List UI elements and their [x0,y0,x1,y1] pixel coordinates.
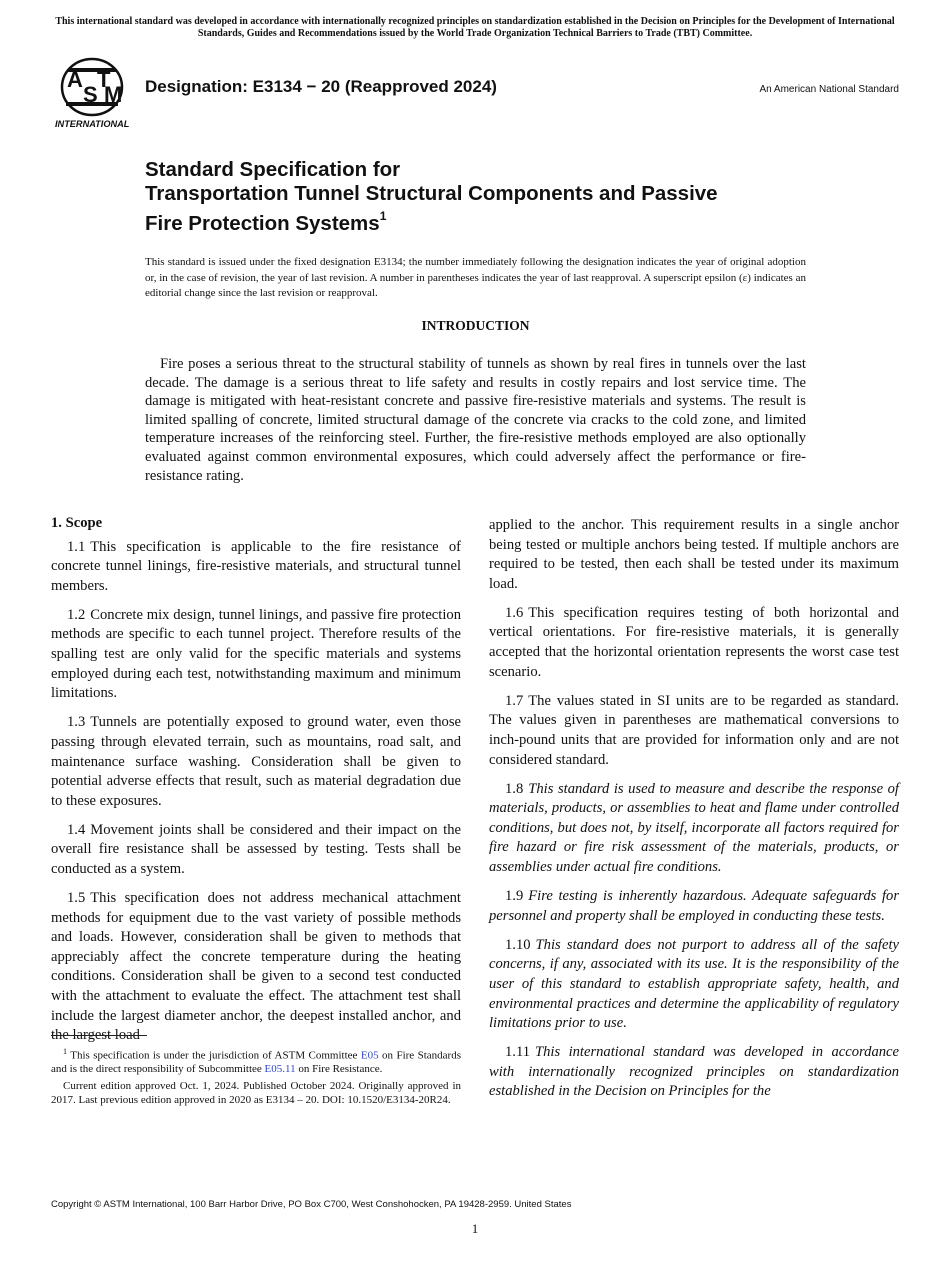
subcommittee-e05-11-link[interactable]: E05.11 [264,1063,296,1076]
footnote-text: on Fire Resistance. [298,1063,383,1076]
paragraph-number: 1.9 [505,888,524,905]
paragraph-number: 1.4 [67,821,86,838]
left-column [51,514,461,1055]
paragraph-number: 1.5 [67,890,86,907]
paragraph-1-11 [489,1043,899,1102]
copyright-notice: Copyright © ASTM International, 100 Barr Harbor Drive, PO Box C700, West Conshohocken, PA 19428-2959. United States [51,1199,572,1210]
committee-e05-link[interactable]: E05 [360,1049,379,1062]
paragraph-1-3 [51,713,461,811]
paragraph-text: Movement joints shall be considered and their impact on the overall fire resistance shall be assessed by testing. Tests shall be conducted as a system. [51,821,461,877]
paragraph-number: 1.7 [505,692,524,709]
paragraph-1-10 [489,936,899,1034]
paragraph-text: This specification is applicable to the fire resistance of concrete tunnel linings, fire-resistive materials, and structural tunnel members. [51,538,461,594]
logo-caption: INTERNATIONAL [55,119,130,129]
paragraph-text: Concrete mix design, tunnel linings, and passive fire protection methods are specific to each tunnel project. Therefore results of the spalling test are only valid for the specific materials and systems employed during each test, notwithstanding maximum and minimum limitations. [51,606,461,702]
svg-text:M: M [104,82,123,107]
paragraph-1-7 [489,692,899,770]
document-title [145,158,845,236]
title-footnote-ref[interactable]: 1 [379,209,387,223]
paragraph-number: 1.11 [505,1044,530,1061]
title-line-1: Standard Specification for [145,158,401,181]
paragraph-1-6 [489,604,899,682]
footnote-text: This specification is under the jurisdiction of ASTM Committee [70,1049,358,1062]
paragraph-text: This standard does not purport to address all of the safety concerns, if any, associated with its use. It is the responsibility of the user of this standard to establish appropriate safety, health, and environmental practices and determine the applicability of regulatory limitations prior to use. [489,936,899,1032]
paragraph-number: 1.1 [67,538,86,555]
footnote-divider [51,1035,147,1036]
designation: Designation: E3134 − 20 (Reapproved 2024) [145,77,497,96]
footnotes [51,1045,461,1111]
astm-logo-icon [54,56,134,130]
right-column [489,516,899,1112]
svg-text:T: T [97,67,111,92]
paragraph-1-4 [51,821,461,880]
page-number: 1 [471,1221,479,1236]
title-line-3-text: Fire Protection Systems [145,211,380,235]
issue-note: This standard is issued under the fixed designation E3134; the number immediately following the designation indicates the year of original adoption or, in the case of revision, the year of last revision. A number in parentheses indicates the year of last reapproval. A superscript epsilon (ε) indicates an editorial change since the last revision or reapproval. [145,256,806,299]
paragraph-1-5-continued: applied to the anchor. This requirement results in a single anchor being tested or multiple anchors being tested. If multiple anchors are required to be tested, then each shall be tested under its maximum load. [489,517,899,592]
title-line-3 [145,206,845,236]
paragraph-number: 1.3 [67,714,86,731]
paragraph-text: This international standard was developed in accordance with internationally recognized principles on standardization established in the Decision on Principles for the [489,1044,899,1100]
paragraph-text: This standard is used to measure and describe the response of materials, products, or assemblies to heat and flame under controlled conditions, but does not, by itself, incorporate all factors required for fire hazard or fire risk assessment of the materials, products, or assemblies under actual fire conditions. [489,780,899,875]
paragraph-number: 1.6 [505,604,524,621]
top-notice: This international standard was developed in accordance with internationally recognized principles on standardization established in the Decision on Principles for the Development of International Standards, Guides and Recommendations issued by the World Trade Organization Technical Barriers to Trade (TBT) Committee. [55,16,895,39]
svg-text:S: S [83,82,98,107]
paragraph-text: This specification does not address mechanical attachment methods for equipment due to the vast variety of possible methods and loads. However, consideration shall be given to methods that appreciably affect the concrete temperature during the heating conditions. Consideration shall be given to a second test conducted with the attachment to evaluate the effect. The attachment test shall include the largest diameter anchor, the deepest installed anchor, and the largest load [51,890,461,1044]
paragraph-1-9 [489,887,899,926]
footnote-1 [51,1045,461,1077]
paragraph-text: Fire testing is inherently hazardous. Adequate safeguards for personnel and property shall be employed in conducting these tests. [489,888,899,924]
paragraph-1-5 [51,889,461,1046]
approval-note: Current edition approved Oct. 1, 2024. Published October 2024. Originally approved in 2017. Last previous edition approved in 2020 as E3134 – 20. DOI: 10.1520/E3134-20R24. [51,1080,461,1107]
footnote-text: on Fire Standards and is the direct responsibility of Subcommittee [51,1049,462,1076]
paragraph-number: 1.10 [505,936,531,953]
introduction-text: Fire poses a serious threat to the structural stability of tunnels as shown by real fires in tunnels over the last decade. The damage is a serious threat to life safety and results in costly repairs and lost service time. The damage is mitigated with heat-resistant concrete and passive fire-resistive materials and systems. The result is limited spalling of concrete, limited structural damage of the concrete via cracks to the cold zone, and limited temperature increases of the reinforcing steel. Further, the fire-resistive methods employed are also optionally evaluated against common environmental exposures, which could adversely affect the performance or fire-resistance rating. [145,356,806,484]
paragraph-text: The values stated in SI units are to be regarded as standard. The values given in parentheses are mathematical conversions to inch-pound units that are provided for information only and are not considered standard. [489,692,899,768]
svg-text:A: A [67,67,83,92]
paragraph-number: 1.2 [67,606,86,623]
title-line-2: Transportation Tunnel Structural Components and Passive [145,182,718,205]
national-standard-label: An American National Standard [759,84,899,95]
paragraph-1-1 [51,538,461,597]
paragraph-text: Tunnels are potentially exposed to ground water, even those passing through elevated terrain, such as mountains, road salt, and maintenance surface washing. Consideration shall be given to potential adverse effects that result, such as material degradation due to these exposures. [51,714,461,809]
paragraph-text: This specification requires testing of both horizontal and vertical orientations. For fire-resistive materials, it is generally accepted that the horizontal orientation represents the worst case test scenario. [489,604,899,680]
footnote-marker: 1 [63,1047,67,1056]
scope-heading: 1. Scope [51,515,103,531]
paragraph-1-2 [51,606,461,704]
paragraph-1-8 [489,780,899,878]
astm-logo [54,56,134,130]
paragraph-number: 1.8 [505,780,524,797]
introduction-heading: INTRODUCTION [421,318,530,333]
